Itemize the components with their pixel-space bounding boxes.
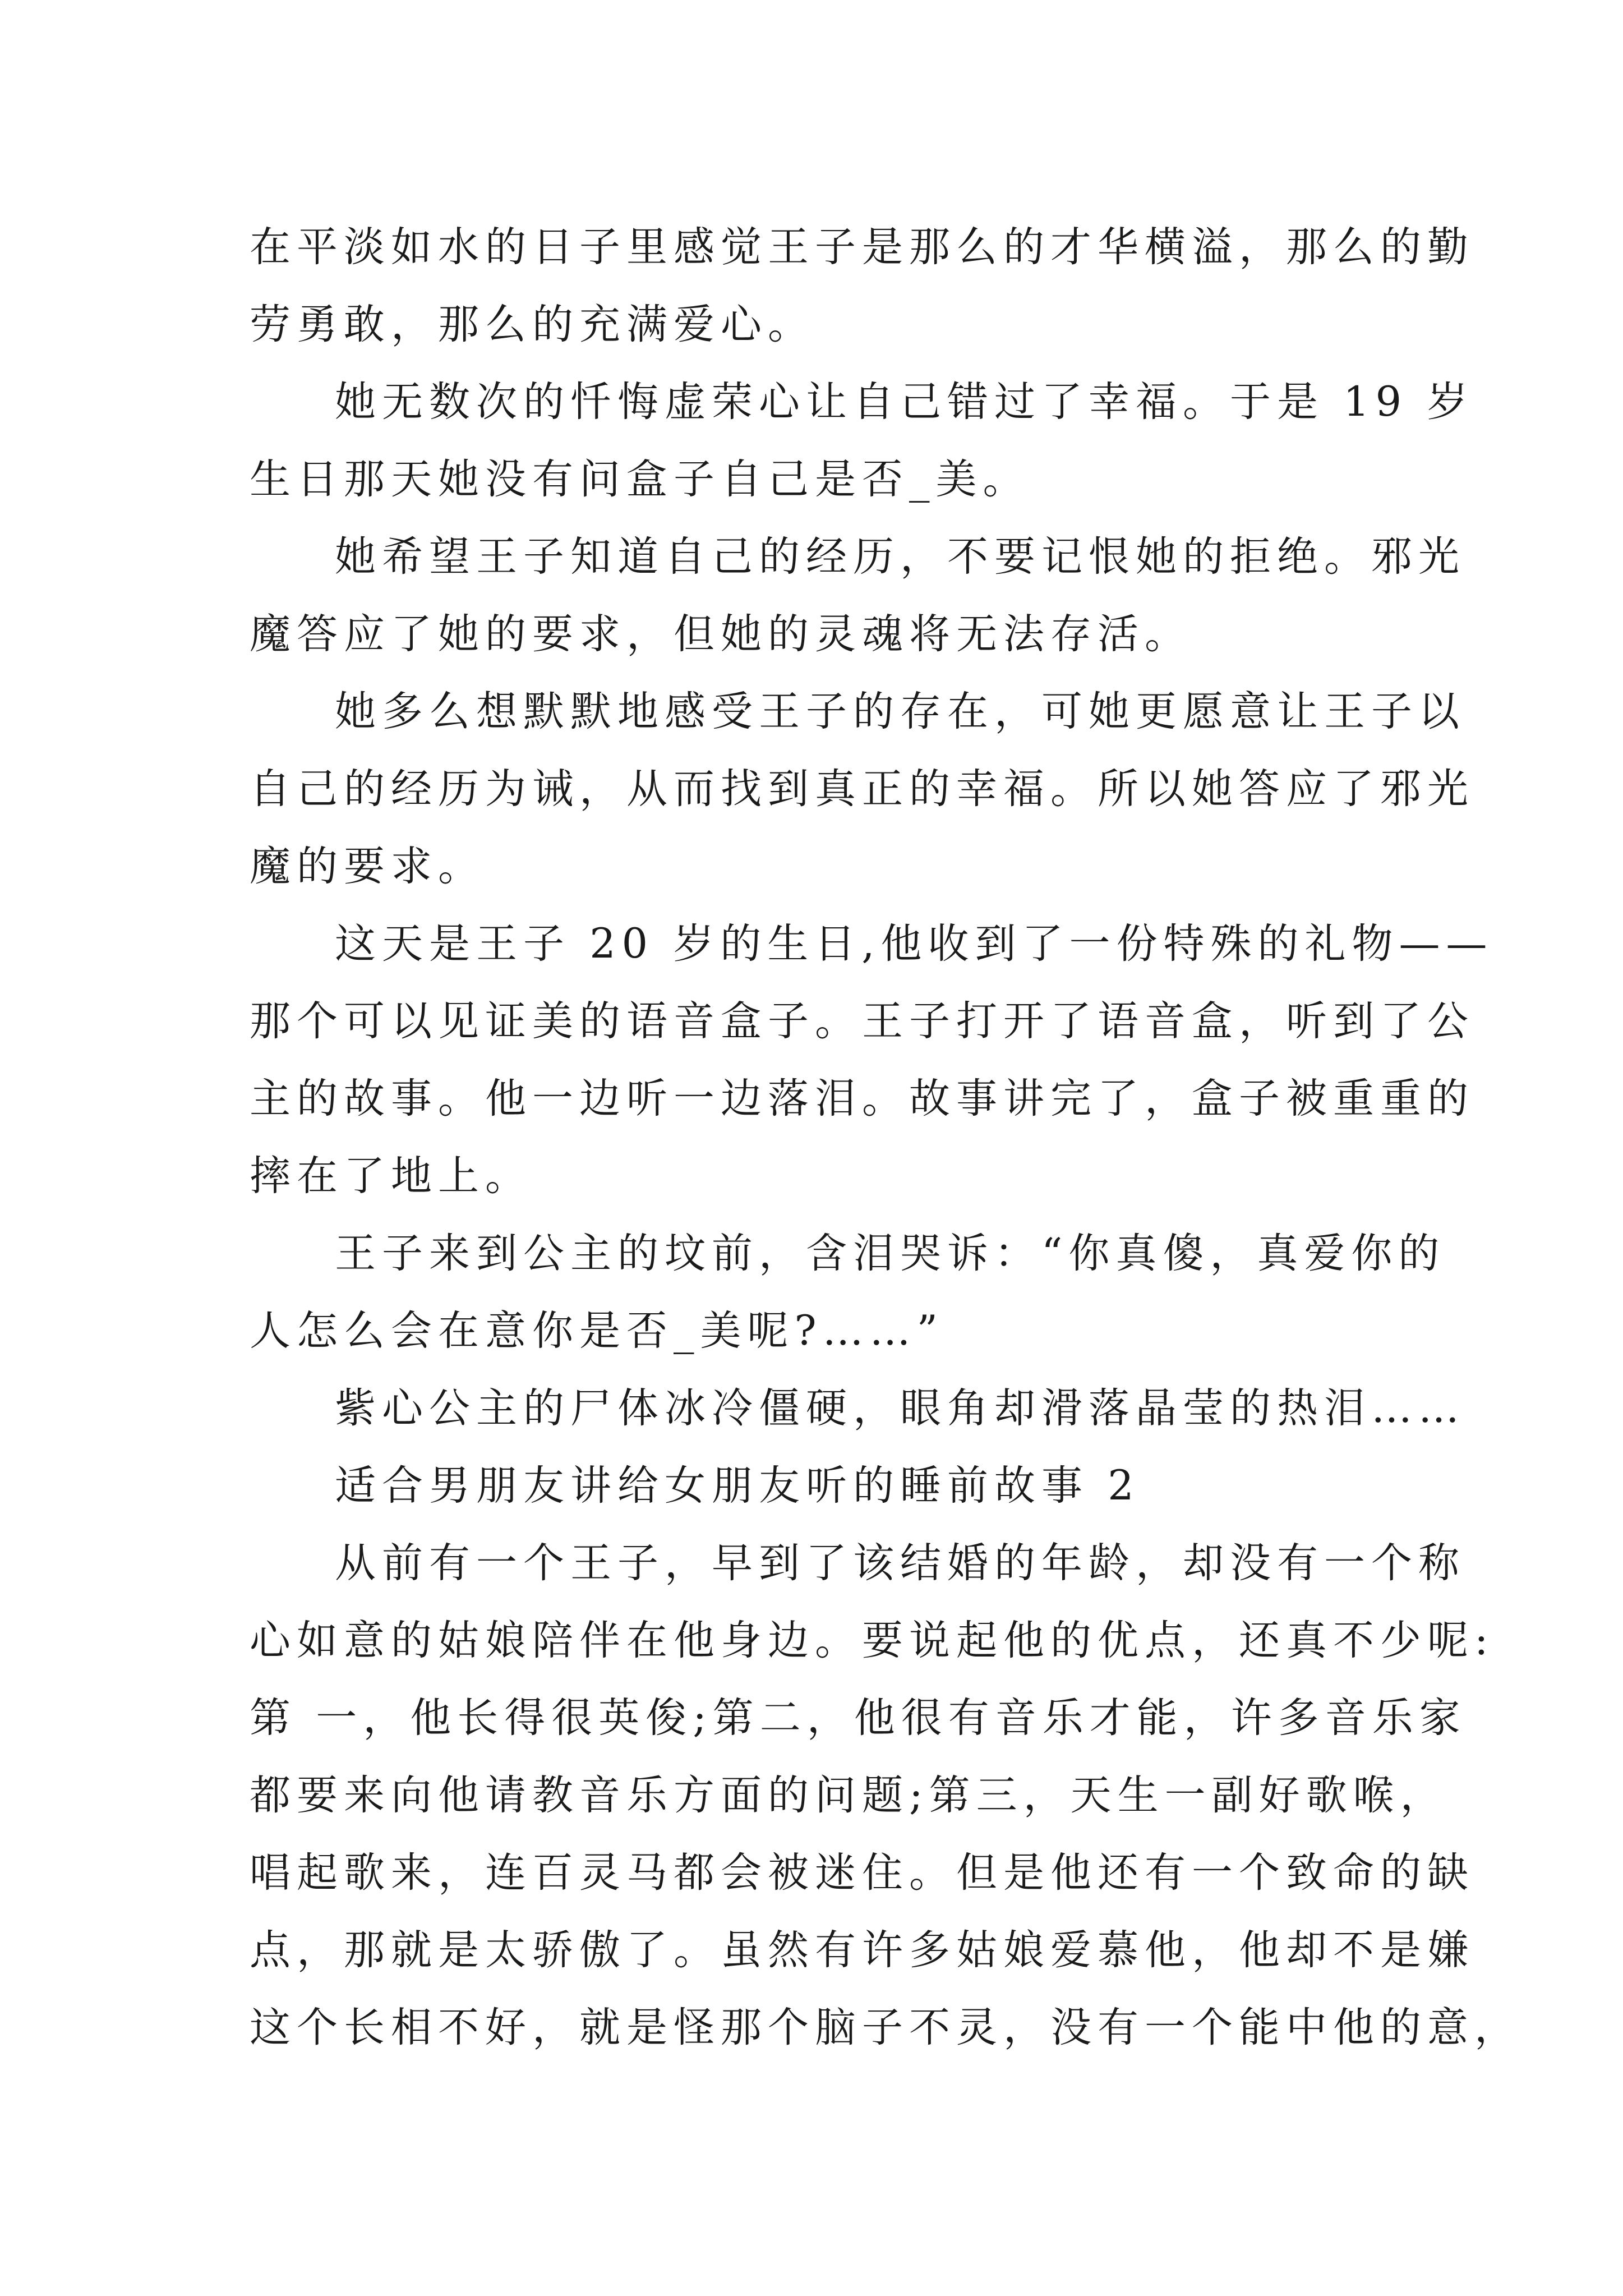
document-body — [250, 209, 1521, 2067]
paragraph-5 — [250, 905, 1493, 1215]
paragraph-line: 唱起歌来，连百灵马都会被迷住。但是他还有一个致命的缺 — [250, 1849, 1474, 1897]
paragraph-line: 点，那就是太骄傲了。虽然有许多姑娘爱慕他，他却不是嫌 — [250, 1926, 1474, 1974]
paragraph-line: 王子来到公主的坟前，含泪哭诉：“你真傻，真爱你的 — [335, 1230, 1446, 1277]
paragraph-line: 她多么想默默地感受王子的存在，可她更愿意让王子以 — [335, 688, 1465, 735]
paragraph-line: 劳勇敢，那么的充满爱心。 — [250, 301, 815, 348]
paragraph-line: 第 一，他长得很英俊;第二，他很有音乐才能，许多音乐家 — [250, 1694, 1467, 1742]
paragraph-line: 主的故事。他一边听一边落泪。故事讲完了，盒子被重重的 — [250, 1075, 1474, 1122]
paragraph-9 — [250, 1525, 1521, 2067]
paragraph-line: 魔答应了她的要求，但她的灵魂将无法存活。 — [250, 610, 1192, 658]
paragraph-line: 在平淡如水的日子里感觉王子是那么的才华横溢，那么的勤 — [250, 223, 1474, 271]
paragraph-4 — [250, 673, 1474, 905]
section-heading — [250, 1447, 1394, 1525]
paragraph-1 — [250, 209, 1474, 364]
paragraph-line: 那个可以见证美的语音盒子。王子打开了语音盒，听到了公 — [250, 997, 1474, 1045]
paragraph-line: 她无数次的忏悔虚荣心让自己错过了幸福。于是 19 岁 — [335, 378, 1474, 426]
paragraph-line: 都要来向他请教音乐方面的问题;第三，天生一副好歌喉， — [250, 1772, 1447, 1819]
section-heading-text: 适合男朋友讲给女朋友听的睡前故事 2 — [335, 1462, 1140, 1510]
paragraph-line: 自己的经历为诫，从而找到真正的幸福。所以她答应了邪光 — [250, 765, 1474, 813]
paragraph-line: 摔在了地上。 — [250, 1152, 532, 1200]
paragraph-line: 紫心公主的尸体冰冷僵硬，眼角却滑落晶莹的热泪…… — [335, 1384, 1465, 1432]
paragraph-7 — [250, 1370, 1465, 1447]
paragraph-line: 魔的要求。 — [250, 843, 485, 890]
paragraph-line: 心如意的姑娘陪伴在他身边。要说起他的优点，还真不少呢: — [250, 1617, 1495, 1664]
paragraph-line: 她希望王子知道自己的经历，不要记恨她的拒绝。邪光 — [335, 533, 1465, 581]
paragraph-2 — [250, 364, 1474, 518]
paragraph-6 — [250, 1215, 1446, 1370]
paragraph-line: 这个长相不好，就是怪那个脑子不灵，没有一个能中他的意， — [250, 2004, 1521, 2051]
paragraph-line: 人怎么会在意你是否_美呢?……” — [250, 1307, 944, 1355]
paragraph-line: 从前有一个王子，早到了该结婚的年龄，却没有一个称 — [335, 1539, 1465, 1587]
paragraph-3 — [250, 518, 1465, 673]
paragraph-line: 这天是王子 20 岁的生日,他收到了一份特殊的礼物—— — [335, 920, 1493, 968]
paragraph-line: 生日那天她没有问盒子自己是否_美。 — [250, 455, 1030, 503]
